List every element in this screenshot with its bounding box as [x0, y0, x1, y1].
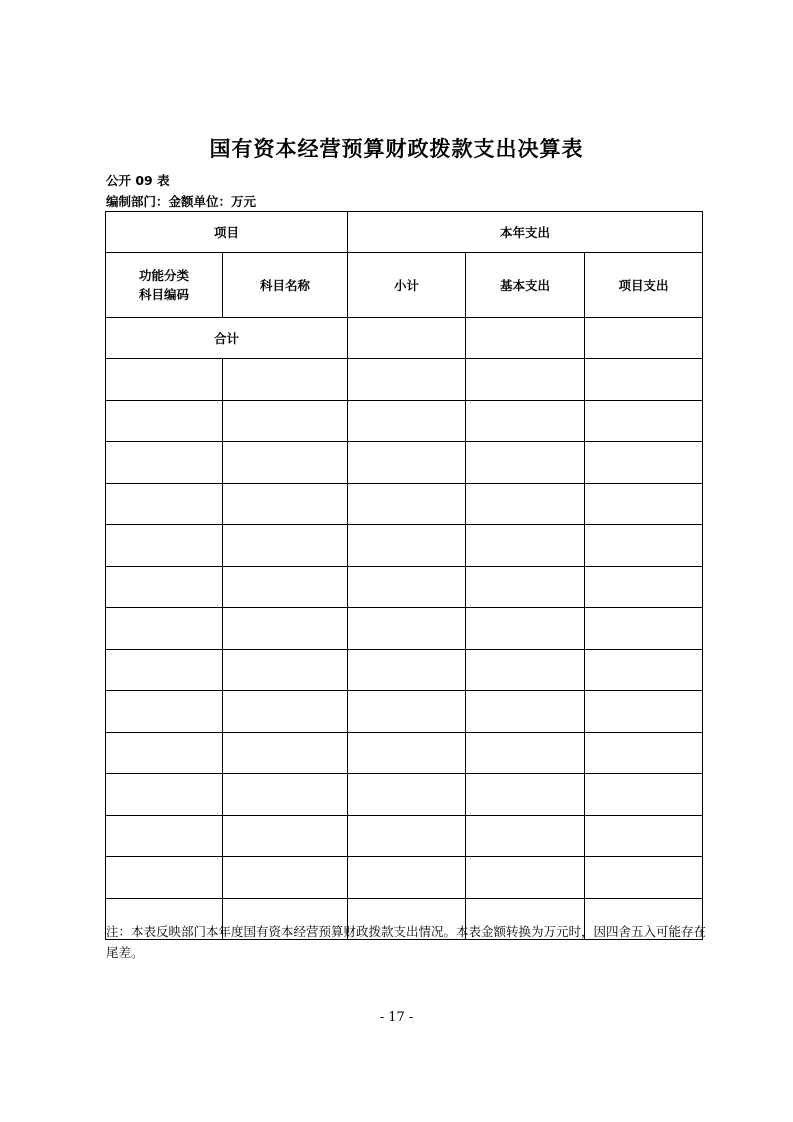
subtotal-cell [348, 400, 466, 442]
code-cell [106, 359, 223, 401]
basic-expenditure-cell [466, 442, 585, 484]
code-cell [106, 442, 223, 484]
table-row [106, 359, 703, 401]
subject-name-cell [223, 483, 348, 525]
basic-expenditure-cell [466, 359, 585, 401]
document-title: 国有资本经营预算财政拨款支出决算表 [209, 137, 584, 161]
basic-expenditure-cell [466, 400, 585, 442]
subtotal-cell [348, 732, 466, 774]
project-expenditure-cell [585, 774, 703, 816]
column-header-row [106, 253, 703, 318]
subtotal-cell [348, 608, 466, 650]
table-row [106, 857, 703, 899]
code-cell [106, 400, 223, 442]
subject-name-cell [223, 732, 348, 774]
subtotal-cell [348, 525, 466, 567]
code-cell [106, 774, 223, 816]
unit-line: 编制部门：金额单位：万元 [106, 194, 257, 209]
basic-expenditure-cell [466, 732, 585, 774]
basic-expenditure-cell [466, 483, 585, 525]
subtotal-cell [348, 566, 466, 608]
header-subject-name: 科目名称 [223, 253, 348, 318]
subject-name-cell [223, 815, 348, 857]
code-cell [106, 691, 223, 733]
header-function-code-line2: 科目编码 [138, 287, 189, 302]
subtotal-cell [348, 359, 466, 401]
subtotal-cell [348, 857, 466, 899]
subject-name-cell [223, 608, 348, 650]
table-row [106, 525, 703, 567]
header-project: 项目 [106, 212, 348, 253]
table-row [106, 732, 703, 774]
basic-expenditure-cell [466, 525, 585, 567]
subject-name-cell [223, 774, 348, 816]
subject-name-cell [223, 359, 348, 401]
header-current-year-expenditure: 本年支出 [348, 212, 703, 253]
header-function-code [106, 253, 223, 318]
project-expenditure-cell [585, 691, 703, 733]
subtotal-cell [348, 483, 466, 525]
basic-expenditure-cell [466, 691, 585, 733]
basic-expenditure-cell [466, 608, 585, 650]
project-expenditure-cell [585, 400, 703, 442]
header-project-expenditure: 项目支出 [585, 253, 703, 318]
header-basic-expenditure: 基本支出 [466, 253, 585, 318]
subject-name-cell [223, 566, 348, 608]
project-expenditure-cell [585, 649, 703, 691]
subtotal-cell [348, 442, 466, 484]
basic-expenditure-cell [466, 649, 585, 691]
page-number: - 17 - [379, 1010, 414, 1025]
total-basic-cell [466, 318, 585, 359]
header-function-code-line1: 功能分类 [138, 268, 189, 283]
project-expenditure-cell [585, 857, 703, 899]
total-project-cell [585, 318, 703, 359]
table-row [106, 442, 703, 484]
code-cell [106, 566, 223, 608]
table-row [106, 815, 703, 857]
subject-name-cell [223, 442, 348, 484]
subject-name-cell [223, 691, 348, 733]
project-expenditure-cell [585, 442, 703, 484]
header-subtotal: 小计 [348, 253, 466, 318]
code-cell [106, 815, 223, 857]
table-row [106, 691, 703, 733]
subtotal-cell [348, 815, 466, 857]
table-row [106, 608, 703, 650]
subject-name-cell [223, 649, 348, 691]
code-cell [106, 732, 223, 774]
code-cell [106, 857, 223, 899]
subtotal-cell [348, 649, 466, 691]
subject-name-cell [223, 857, 348, 899]
table-row [106, 400, 703, 442]
project-expenditure-cell [585, 732, 703, 774]
table-row [106, 566, 703, 608]
table-code: 公开 09 表 [106, 173, 170, 188]
subject-name-cell [223, 525, 348, 567]
subtotal-cell [348, 774, 466, 816]
subtotal-cell [348, 691, 466, 733]
basic-expenditure-cell [466, 857, 585, 899]
code-cell [106, 483, 223, 525]
project-expenditure-cell [585, 566, 703, 608]
code-cell [106, 608, 223, 650]
project-expenditure-cell [585, 815, 703, 857]
table-row [106, 483, 703, 525]
project-expenditure-cell [585, 525, 703, 567]
code-cell [106, 525, 223, 567]
basic-expenditure-cell [466, 566, 585, 608]
project-expenditure-cell [585, 608, 703, 650]
total-label: 合计 [106, 318, 348, 359]
basic-expenditure-cell [466, 815, 585, 857]
basic-expenditure-cell [466, 774, 585, 816]
total-subtotal-cell [348, 318, 466, 359]
total-row [106, 318, 703, 359]
project-expenditure-cell [585, 483, 703, 525]
expenditure-table [105, 211, 703, 940]
project-expenditure-cell [585, 359, 703, 401]
code-cell [106, 649, 223, 691]
subject-name-cell [223, 400, 348, 442]
group-header-row [106, 212, 703, 253]
table-row [106, 774, 703, 816]
table-row [106, 649, 703, 691]
footnote: 注：本表反映部门本年度国有资本经营预算财政拨款支出情况。本表金额转换为万元时，因四舍五入可能存在尾差。 [106, 924, 707, 960]
